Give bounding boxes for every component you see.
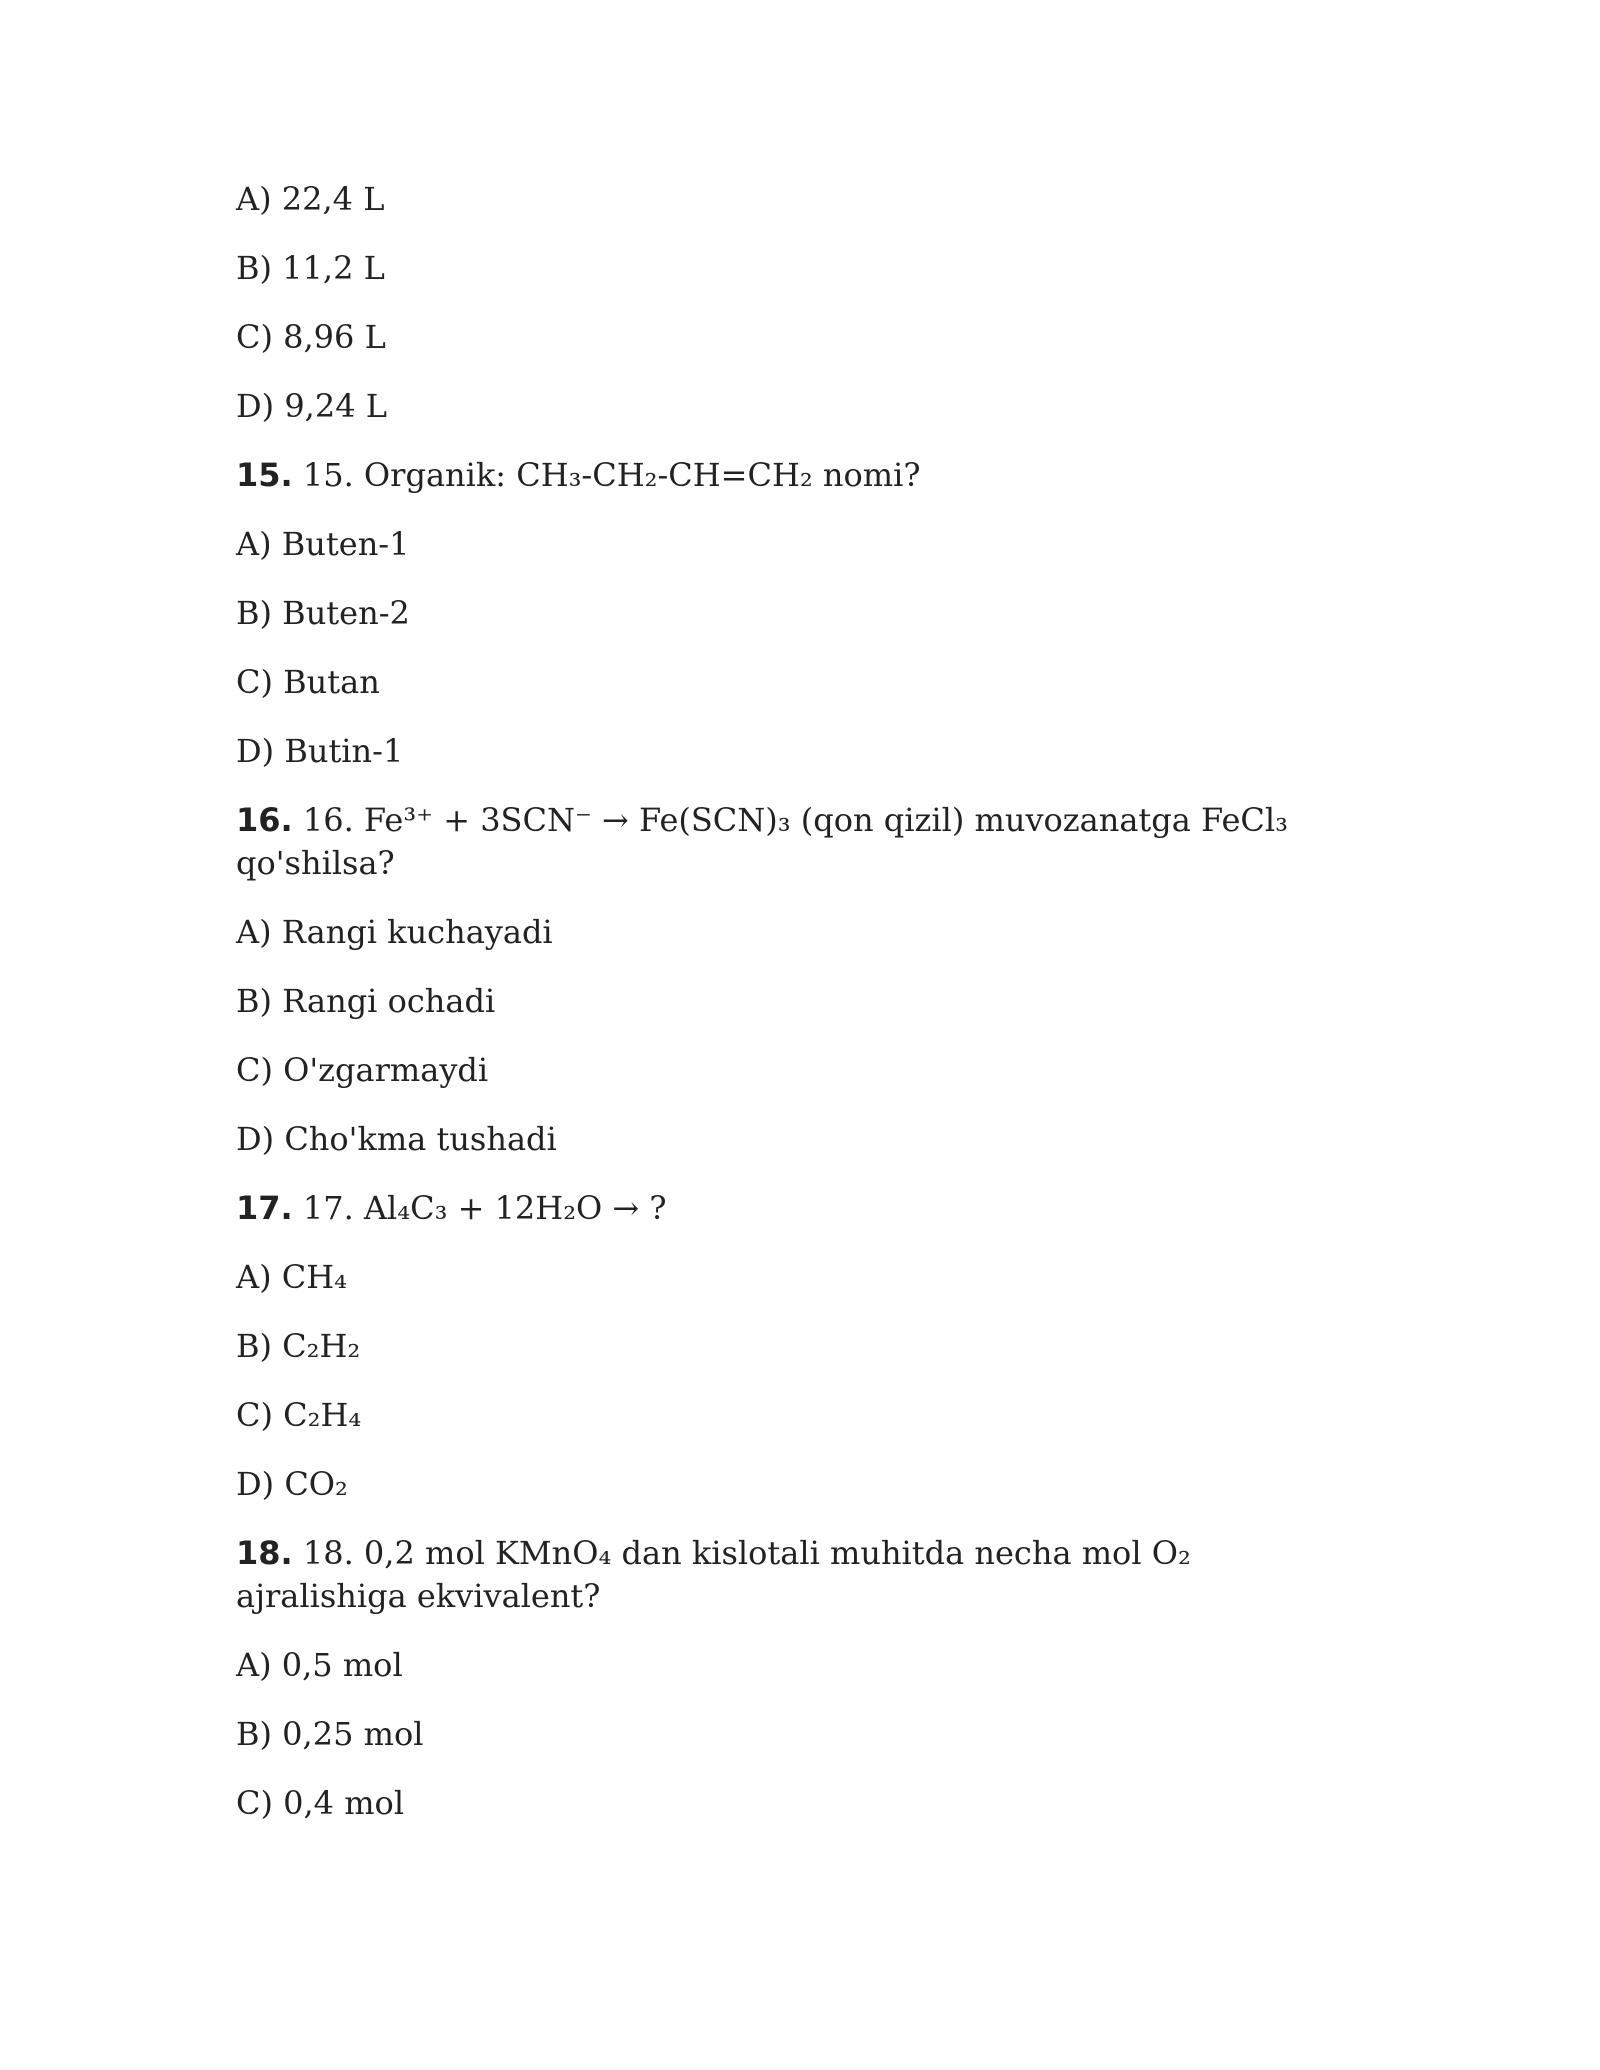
question-17 — [236, 1187, 1366, 1230]
answer-option: C) 0,4 mol — [236, 1784, 405, 1822]
answer-option: A) CH₄ — [236, 1258, 347, 1296]
answer-option: B) 0,25 mol — [236, 1715, 424, 1753]
question-number: 17. — [236, 1189, 293, 1227]
question-text: 16. Fe³⁺ + 3SCN⁻ → Fe(SCN)₃ (qon qizil) muvozanatga FeCl₃ qo'shilsa? — [236, 801, 1288, 882]
question-text: 18. 0,2 mol KMnO₄ dan kislotali muhitda necha mol O₂ ajralishiga ekvivalent? — [236, 1534, 1191, 1615]
question-number: 15. — [236, 456, 293, 494]
question-text: 17. Al₄C₃ + 12H₂O → ? — [292, 1189, 667, 1227]
answer-option: B) Buten-2 — [236, 594, 410, 632]
question-number: 16. — [236, 801, 293, 839]
answer-option: A) Rangi kuchayadi — [236, 913, 553, 951]
answer-option: C) C₂H₄ — [236, 1396, 362, 1434]
answer-option: D) Butin-1 — [236, 732, 404, 770]
answer-option: A) 0,5 mol — [236, 1646, 403, 1684]
answer-option: B) 11,2 L — [236, 249, 385, 287]
answer-option: C) O'zgarmaydi — [236, 1051, 489, 1089]
answer-option: B) Rangi ochadi — [236, 982, 496, 1020]
answer-option: A) Buten-1 — [236, 525, 410, 563]
answer-option: C) Butan — [236, 663, 380, 701]
answer-option: A) 22,4 L — [236, 180, 385, 218]
question-number: 18. — [236, 1534, 293, 1572]
answer-option: D) CO₂ — [236, 1465, 348, 1503]
page-content — [236, 178, 1366, 1851]
question-16 — [236, 799, 1366, 885]
question-text: 15. Organik: CH₃-CH₂-CH=CH₂ nomi? — [292, 456, 921, 494]
answer-option: C) 8,96 L — [236, 318, 386, 356]
question-18 — [236, 1532, 1366, 1618]
answer-option: D) Cho'kma tushadi — [236, 1120, 557, 1158]
answer-option: B) C₂H₂ — [236, 1327, 361, 1365]
answer-option: D) 9,24 L — [236, 387, 387, 425]
question-15 — [236, 454, 1366, 497]
